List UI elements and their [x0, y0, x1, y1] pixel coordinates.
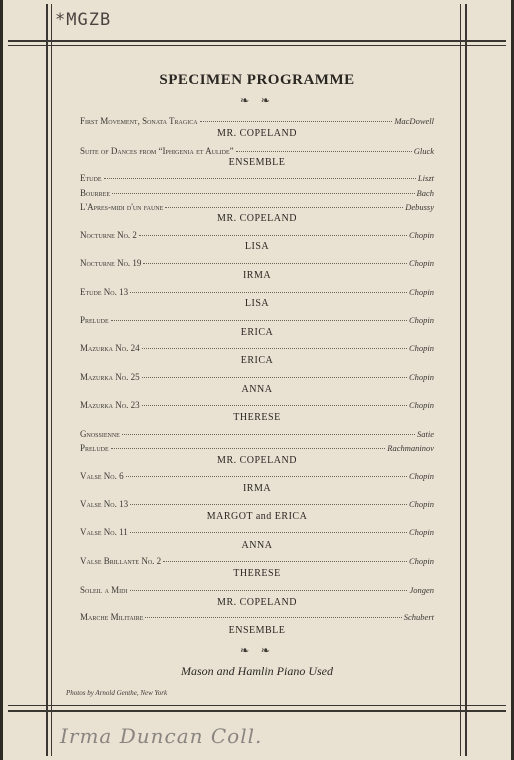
composer-name: Chopin — [408, 287, 434, 297]
dot-leader — [139, 235, 407, 236]
work-title: Marche Militaire — [80, 612, 144, 622]
border-rule-top — [8, 40, 506, 42]
dot-leader — [142, 348, 407, 349]
work-title: Prelude — [80, 443, 109, 453]
composer-name: MacDowell — [394, 116, 434, 126]
work-title: Mazurka No. 23 — [80, 400, 140, 410]
performer-name: LISA — [244, 298, 270, 309]
dot-leader — [112, 193, 415, 194]
composer-name: Chopin — [408, 315, 434, 325]
performer-name: MR. COPELAND — [217, 213, 297, 224]
performer-name: IRMA — [242, 270, 272, 281]
work-title: L'Apres-midi d'un faune — [80, 202, 164, 212]
work-title: Etude No. 13 — [80, 287, 129, 297]
dot-leader — [143, 263, 407, 264]
performer-name: MR. COPELAND — [217, 455, 297, 466]
work-title: Suite of Dances from “Iphigenia et Aulide” — [80, 146, 234, 156]
dot-leader — [145, 617, 401, 618]
composer-name: Jongen — [409, 585, 434, 595]
piano-note: Mason and Hamlin Piano Used — [181, 664, 333, 678]
work-title: Valse No. 6 — [80, 471, 124, 481]
composer-name: Chopin — [408, 471, 434, 481]
photo-credit: Photos by Arnold Genthe, New York — [66, 689, 168, 697]
composer-name: Liszt — [417, 173, 434, 183]
composer-name: Debussy — [405, 202, 434, 212]
work-title: Nocturne No. 2 — [80, 230, 137, 240]
dot-leader — [130, 504, 407, 505]
dot-leader — [122, 434, 415, 435]
dot-leader — [236, 151, 412, 152]
performer-name: MR. COPELAND — [217, 597, 297, 608]
work-title: Soleil a Midi — [80, 585, 128, 595]
dot-leader — [142, 377, 407, 378]
performer-name: ENSEMBLE — [228, 157, 286, 168]
dot-leader — [130, 292, 407, 293]
programme-entry — [80, 173, 434, 187]
composer-name: Chopin — [408, 527, 434, 537]
programme-title: SPECIMEN PROGRAMME — [159, 72, 355, 88]
dot-leader — [111, 448, 386, 449]
programme-entry — [80, 429, 434, 443]
composer-name: Bach — [416, 188, 434, 198]
work-title: Gnossienne — [80, 429, 120, 439]
performer-name: THERESE — [233, 412, 281, 423]
handwritten-note: Irma Duncan Coll. — [60, 724, 263, 748]
programme-entry — [80, 612, 434, 626]
border-rule-top-inner — [8, 45, 506, 46]
performer-name: THERESE — [233, 568, 281, 579]
dot-leader — [142, 405, 407, 406]
composer-name: Chopin — [408, 556, 434, 566]
dot-leader — [130, 532, 407, 533]
work-title: First Movement, Sonata Tragica — [80, 116, 198, 126]
work-title: Etude — [80, 173, 102, 183]
dot-leader — [104, 178, 416, 179]
performer-name: ANNA — [241, 540, 273, 551]
border-rule-bottom — [8, 705, 506, 706]
performer-name: IRMA — [242, 483, 272, 494]
composer-name: Chopin — [408, 400, 434, 410]
work-title: Mazurka No. 25 — [80, 372, 140, 382]
border-rule-bottom-inner — [8, 710, 506, 712]
programme-entry — [80, 188, 434, 202]
performer-name: LISA — [244, 241, 270, 252]
composer-name: Satie — [417, 429, 434, 439]
composer-name: Chopin — [408, 258, 434, 268]
work-title: Bourree — [80, 188, 111, 198]
dot-leader — [130, 590, 408, 591]
dot-leader — [165, 207, 403, 208]
composer-name: Chopin — [408, 230, 434, 240]
work-title: Valse No. 13 — [80, 499, 129, 509]
work-title: Valse Brillante No. 2 — [80, 556, 162, 566]
call-number-stamp: *MGZB — [55, 10, 112, 30]
composer-name: Chopin — [408, 372, 434, 382]
performer-name: MR. COPELAND — [217, 128, 297, 139]
work-title: Valse No. 11 — [80, 527, 128, 537]
performer-name: MARGOT and ERICA — [206, 511, 308, 522]
dot-leader — [111, 320, 407, 321]
composer-name: Chopin — [408, 499, 434, 509]
performer-name: ENSEMBLE — [228, 625, 286, 636]
dot-leader — [200, 121, 393, 122]
composer-name: Gluck — [413, 146, 434, 156]
composer-name: Rachmaninov — [387, 443, 434, 453]
work-title: Nocturne No. 19 — [80, 258, 142, 268]
closing-ornament: ❧ ❧ — [240, 644, 274, 657]
composer-name: Chopin — [408, 343, 434, 353]
performer-name: ERICA — [240, 327, 274, 338]
dot-leader — [126, 476, 407, 477]
performer-name: ANNA — [241, 384, 273, 395]
title-ornament: ❧ ❧ — [240, 94, 274, 107]
work-title: Mazurka No. 24 — [80, 343, 140, 353]
programme-entry — [80, 527, 434, 541]
work-title: Prelude — [80, 315, 109, 325]
performer-name: ERICA — [240, 355, 274, 366]
dot-leader — [163, 561, 407, 562]
composer-name: Schubert — [403, 612, 434, 622]
